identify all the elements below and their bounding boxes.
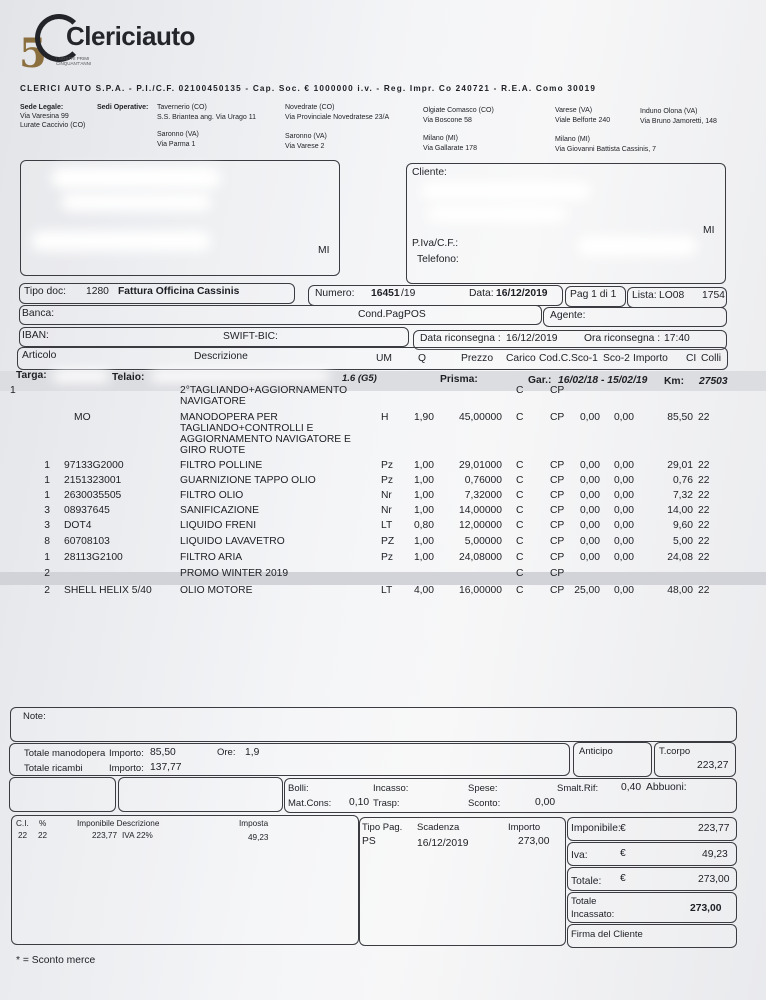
redacted-telaio <box>150 370 330 382</box>
telaio-label: Telaio: <box>112 372 145 383</box>
smalt-value: 0,40 <box>621 782 642 793</box>
firma-label: Firma del Cliente <box>571 929 643 940</box>
summary-totale-value: 273,00 <box>698 874 730 885</box>
ora-riconsegna-value: 17:40 <box>664 333 690 344</box>
cell-desc: NAVIGATORE <box>180 396 246 407</box>
cell-carico: C <box>516 585 524 596</box>
ora-riconsegna-label: Ora riconsegna : <box>584 333 661 344</box>
incasso-label: Incasso: <box>373 783 409 794</box>
cell-importo: 14,00 <box>667 505 693 516</box>
empty-box-left <box>9 777 116 812</box>
logo-tagline: I NOSTRI PRIMI CINQUANT'ANNI <box>56 56 92 66</box>
iban-label: IBAN: <box>22 330 49 341</box>
cell-desc: FILTRO OLIO <box>180 490 244 501</box>
cell-qty: 1 <box>10 385 16 396</box>
summary-iva-value: 49,23 <box>702 849 728 860</box>
summary-imponibile-label: Imponibile: <box>571 823 621 834</box>
cell-prezzo: 7,32000 <box>464 490 502 501</box>
logo-anniversary-number: 5 <box>19 30 47 77</box>
cell-sco1: 0,00 <box>579 460 600 471</box>
cell-carico: C <box>516 490 524 501</box>
location-city: Milano (MI) <box>423 135 459 142</box>
sconto-value: 0,00 <box>535 797 556 808</box>
cell-sco1: 0,00 <box>579 490 600 501</box>
cell-ci: 22 <box>698 536 710 547</box>
cliente-label: Cliente: <box>412 167 447 178</box>
cell-code: DOT4 <box>64 520 92 531</box>
cell-sco2: 0,00 <box>613 460 634 471</box>
location-city: Milano (MI) <box>555 136 591 143</box>
cell-ci: 22 <box>698 460 710 471</box>
redacted-address <box>61 193 211 211</box>
cell-sco2: 0,00 <box>613 552 634 563</box>
tcorpo-value: 223,27 <box>697 760 729 771</box>
agente-box <box>543 307 727 327</box>
tcorpo-label: T.corpo <box>659 746 691 757</box>
tipo-pag-label: Tipo Pag. <box>362 822 403 833</box>
table-row <box>0 520 766 534</box>
numero-suffix: /19 <box>401 288 416 299</box>
cell-importo: 29,01 <box>667 460 693 471</box>
iva-imposta-label: Imposta <box>239 819 269 828</box>
empty-box-mid <box>118 777 283 812</box>
cell-ci: 22 <box>698 552 710 563</box>
tot-mano-label: Totale manodopera <box>24 748 106 759</box>
cell-carico: C <box>516 412 524 423</box>
cell-code: MO <box>74 412 91 423</box>
euro-sign: € <box>620 873 626 884</box>
table-row <box>0 396 766 410</box>
cell-desc: OLIO MOTORE <box>180 585 253 596</box>
location-address: Via Gallarate 178 <box>423 145 477 152</box>
col-prezzo: Prezzo <box>461 353 494 364</box>
numero-value: 16451 <box>371 288 400 299</box>
euro-sign: € <box>620 848 626 859</box>
cell-um: H <box>381 412 389 423</box>
location-address: Via Boscone 58 <box>423 117 472 124</box>
cell-sco1: 0,00 <box>579 536 600 547</box>
table-row <box>0 475 766 489</box>
location-address: Via Varese 2 <box>285 143 325 150</box>
cell-carico: C <box>516 568 524 579</box>
legal-seat-city: Lurate Caccivio (CO) <box>20 122 86 129</box>
cell-ci: 22 <box>698 475 710 486</box>
payment-scadenza-value: 16/12/2019 <box>417 838 469 849</box>
cell-code: 2151323001 <box>64 475 122 486</box>
cell-code: 2630035505 <box>64 490 122 501</box>
scadenza-label: Scadenza <box>417 822 460 833</box>
incassato-value: 273,00 <box>690 903 722 914</box>
cell-codc: CP <box>550 505 565 516</box>
cell-prezzo: 12,00000 <box>459 520 502 531</box>
cond-pag-label: Cond.Pag: <box>358 309 407 320</box>
cell-desc: LIQUIDO LAVAVETRO <box>180 536 285 547</box>
cell-q: 1,00 <box>413 490 434 501</box>
firma-box <box>567 924 737 948</box>
cell-code: SHELL HELIX 5/40 <box>64 585 152 596</box>
payment-importo-value: 273,00 <box>518 836 550 847</box>
redacted-targa <box>52 370 110 382</box>
iva-box <box>11 815 359 945</box>
incassato-label-2: Incassato: <box>571 909 615 920</box>
piva-label: P.Iva/C.F.: <box>412 238 459 249</box>
cell-codc: CP <box>550 475 565 486</box>
redacted-piva <box>577 236 697 256</box>
redacted-name <box>51 167 221 189</box>
lista-label: Lista: <box>632 290 657 301</box>
cell-code: 28113G2100 <box>64 552 123 563</box>
cell-code: 97133G2000 <box>64 460 124 471</box>
cell-sco2: 0,00 <box>613 475 634 486</box>
iva-imposta-value: 49,23 <box>248 833 269 842</box>
totals-box <box>9 743 570 776</box>
imponibile-box <box>567 817 737 841</box>
company-legal-line: CLERICI AUTO S.P.A. - P.I./C.F. 02100450135 - Cap. Soc. € 1000000 i.v. - Reg. Impr. Co 240721 - R.E.A. Como 30019 <box>20 84 597 93</box>
summary-imponibile-value: 223,77 <box>698 823 730 834</box>
table-row <box>0 536 766 550</box>
cell-um: Pz <box>381 460 394 471</box>
cell-desc: GIRO RUOTE <box>180 445 246 456</box>
cell-desc: GUARNIZIONE TAPPO OLIO <box>180 475 316 486</box>
pag-value: Pag 1 di 1 <box>570 289 617 300</box>
operative-seats-label: Sedi Operative: <box>97 104 149 111</box>
cell-codc: CP <box>550 460 565 471</box>
spese-label: Spese: <box>468 783 498 794</box>
sconto-label: Sconto: <box>468 798 501 809</box>
data-label: Data: <box>469 288 494 299</box>
banca-box <box>19 305 542 325</box>
cell-importo: 0,76 <box>672 475 693 486</box>
table-row <box>0 445 766 459</box>
tcorpo-box <box>654 742 736 777</box>
lista-number: 1754 <box>702 290 725 301</box>
swift-label: SWIFT-BIC: <box>223 331 278 342</box>
cell-um: PZ <box>381 536 395 547</box>
legal-seat-address: Via Varesina 99 <box>20 113 69 120</box>
cell-um: LT <box>381 585 393 596</box>
cell-prezzo: 45,00000 <box>459 412 502 423</box>
iva-ci-value: 22 <box>18 831 28 840</box>
cell-qty: 3 <box>44 520 50 531</box>
tot-ricambi-label: Totale ricambi <box>24 763 83 774</box>
tot-ricambi-value: 137,77 <box>150 762 182 773</box>
location-address: Via Provinciale Novedratese 23/A <box>285 114 390 121</box>
col-carico: Carico <box>506 353 536 364</box>
matcons-label: Mat.Cons: <box>288 798 332 809</box>
cell-carico: C <box>516 460 524 471</box>
cell-q: 1,00 <box>413 552 434 563</box>
cell-sco1: 0,00 <box>579 475 600 486</box>
incassato-box <box>567 892 737 923</box>
cell-code: 60708103 <box>64 536 110 547</box>
cell-ci: 22 <box>698 412 710 423</box>
redacted-client-address <box>427 206 567 222</box>
km-label: Km: <box>664 376 685 387</box>
cell-sco1: 0,00 <box>579 520 600 531</box>
cell-q: 0,80 <box>413 520 434 531</box>
tot-ricambi-importo-label: Importo: <box>109 763 144 774</box>
cell-sco1: 0,00 <box>579 552 600 563</box>
smalt-label: Smalt.Rif: <box>557 783 599 794</box>
cell-importo: 7,32 <box>672 490 693 501</box>
table-row <box>0 460 766 474</box>
numero-box <box>308 285 563 306</box>
redacted-city <box>31 231 211 251</box>
cell-q: 1,00 <box>413 505 434 516</box>
cell-ci: 22 <box>698 520 710 531</box>
cell-importo: 5,00 <box>672 536 693 547</box>
cell-q: 1,00 <box>413 475 434 486</box>
col-sco1: Sco-1 <box>571 353 598 364</box>
cell-carico: C <box>516 520 524 531</box>
cell-ci: 22 <box>698 505 710 516</box>
cell-sco2: 0,00 <box>613 505 634 516</box>
cell-qty: 1 <box>44 490 50 501</box>
cell-sco2: 0,00 <box>613 520 634 531</box>
cell-desc: LIQUIDO FRENI <box>180 520 257 531</box>
tot-mano-importo-label: Importo: <box>109 748 144 759</box>
agente-label: Agente: <box>550 310 586 321</box>
cell-carico: C <box>516 505 524 516</box>
cond-pag-value: POS <box>404 309 426 320</box>
iva-imponibile-value: 223,77 <box>92 831 118 840</box>
cell-desc: FILTRO ARIA <box>180 552 243 563</box>
table-row <box>0 505 766 519</box>
location-city: Novedrate (CO) <box>285 104 335 111</box>
cell-desc: MANODOPERA PER <box>180 412 278 423</box>
sconto-merce-note: * = Sconto merce <box>16 955 96 966</box>
col-importo: Importo <box>633 353 668 364</box>
cell-prezzo: 24,08000 <box>459 552 502 563</box>
cell-prezzo: 0,76000 <box>464 475 502 486</box>
redacted-client-name <box>421 182 591 200</box>
gar-label: Gar.: <box>528 375 552 386</box>
lista-box <box>627 287 727 308</box>
cell-desc: 2°TAGLIANDO+AGGIORNAMENTO <box>180 385 348 396</box>
prisma-label: Prisma: <box>440 374 478 385</box>
totale-box <box>567 867 737 891</box>
iva-summary-box <box>567 842 737 866</box>
col-articolo: Articolo <box>22 350 57 361</box>
gar-range: 16/02/18 - 15/02/19 <box>558 375 648 386</box>
note-label: Note: <box>23 711 46 722</box>
cell-um: Pz <box>381 475 394 486</box>
cell-codc: CP <box>550 536 565 547</box>
cell-um: Nr <box>381 505 392 516</box>
cell-codc: CP <box>550 585 565 596</box>
cell-codc: CP <box>550 520 565 531</box>
cell-codc: CP <box>550 490 565 501</box>
col-um: UM <box>376 353 393 364</box>
location-address: Viale Belforte 240 <box>555 117 611 124</box>
cell-importo: 24,08 <box>667 552 693 563</box>
summary-totale-label: Totale: <box>571 876 602 887</box>
payment-importo-label: Importo <box>508 822 541 833</box>
data-value: 16/12/2019 <box>496 288 548 299</box>
cell-q: 1,00 <box>413 460 434 471</box>
location-city: Olgiate Comasco (CO) <box>423 107 494 114</box>
cell-desc: TAGLIANDO+CONTROLLI E <box>180 423 314 434</box>
tipo-doc-code: 1280 <box>86 286 109 297</box>
location-address: S.S. Briantea ang. Via Urago 11 <box>157 114 256 121</box>
cell-codc: CP <box>550 552 565 563</box>
col-q: Q <box>418 353 427 364</box>
cell-q: 4,00 <box>413 585 434 596</box>
euro-sign: € <box>620 823 626 834</box>
numero-label: Numero: <box>315 288 355 299</box>
cell-um: LT <box>381 520 393 531</box>
banca-label: Banca: <box>22 308 55 319</box>
data-riconsegna-value: 16/12/2019 <box>506 333 558 344</box>
cell-qty: 8 <box>44 536 50 547</box>
cell-sco1: 0,00 <box>579 505 600 516</box>
table-row <box>0 585 766 599</box>
cell-sco2: 0,00 <box>613 412 634 423</box>
cell-sco2: 0,00 <box>613 490 634 501</box>
cell-prezzo: 16,00000 <box>459 585 502 596</box>
payment-tipo-value: PS <box>362 836 376 847</box>
col-descrizione: Descrizione <box>194 351 248 362</box>
abbuoni-label: Abbuoni: <box>646 782 687 793</box>
cell-prezzo: 14,00000 <box>459 505 502 516</box>
ore-label: Ore: <box>217 747 236 758</box>
tipo-doc-box <box>19 283 295 304</box>
column-header <box>17 347 728 370</box>
summary-iva-label: Iva: <box>571 850 588 861</box>
iva-ci-label: C.I. <box>16 819 29 828</box>
cell-carico: C <box>516 536 524 547</box>
cliente-province: MI <box>703 225 715 236</box>
iban-box <box>19 327 409 347</box>
location-address: Via Parma 1 <box>157 141 196 148</box>
cell-carico: C <box>516 385 524 396</box>
table-row <box>0 552 766 566</box>
col-codc: Cod.C. <box>539 353 572 364</box>
cell-carico: C <box>516 552 524 563</box>
location-city: Saronno (VA) <box>157 131 199 138</box>
cell-ci: 22 <box>698 585 710 596</box>
cell-um: Pz <box>381 552 394 563</box>
cell-sco2: 0,00 <box>613 585 634 596</box>
cell-importo: 85,50 <box>667 412 693 423</box>
ore-value: 1,9 <box>245 747 260 758</box>
cell-q: 1,90 <box>413 412 434 423</box>
cell-ci: 22 <box>698 490 710 501</box>
cell-importo: 48,00 <box>667 585 693 596</box>
cell-qty: 2 <box>44 585 50 596</box>
iva-imponibile-desc-label: Imponibile Descrizione <box>77 819 160 828</box>
cell-codc: CP <box>550 568 565 579</box>
cell-prezzo: 5,00000 <box>464 536 502 547</box>
cell-sco2: 0,00 <box>613 536 634 547</box>
note-box <box>10 707 737 742</box>
bolli-label: Bolli: <box>288 783 309 794</box>
cell-prezzo: 29,01000 <box>459 460 502 471</box>
cell-carico: C <box>516 475 524 486</box>
iva-perc-label: % <box>39 819 47 828</box>
cell-qty: 3 <box>44 505 50 516</box>
location-city: Saronno (VA) <box>285 133 327 140</box>
cell-sco1: 25,00 <box>574 585 600 596</box>
cell-um: Nr <box>381 490 392 501</box>
cell-q: 1,00 <box>413 536 434 547</box>
legal-seat-label: Sede Legale: <box>20 104 64 111</box>
trasp-label: Trasp: <box>373 798 400 809</box>
cell-codc: CP <box>550 412 565 423</box>
tipo-doc-label: Tipo doc: <box>24 286 66 297</box>
payment-box <box>359 817 566 946</box>
location-city: Tavernerio (CO) <box>157 104 207 111</box>
table-row <box>0 568 766 582</box>
col-ci: CI <box>686 353 697 364</box>
anticipo-label: Anticipo <box>579 746 613 757</box>
table-row <box>0 490 766 504</box>
cell-qty: 1 <box>44 552 50 563</box>
matcons-value: 0,10 <box>349 797 370 808</box>
cell-code: 08937645 <box>64 505 110 516</box>
cell-qty: 1 <box>44 475 50 486</box>
lista-value: LO08 <box>659 290 685 301</box>
cell-desc: FILTRO POLLINE <box>180 460 263 471</box>
spese-box <box>284 778 737 813</box>
km-value: 27503 <box>699 376 728 387</box>
location-city: Induno Olona (VA) <box>640 108 698 115</box>
tipo-doc-name: Fattura Officina Cassinis <box>118 286 240 297</box>
targa-label: Targa: <box>16 370 47 381</box>
cell-importo: 9,60 <box>672 520 693 531</box>
cell-desc: SANIFICAZIONE <box>180 505 259 516</box>
cell-qty: 1 <box>44 460 50 471</box>
cell-sco1: 0,00 <box>579 412 600 423</box>
cell-desc: PROMO WINTER 2019 <box>180 568 289 579</box>
col-colli: Colli <box>701 353 722 364</box>
data-riconsegna-label: Data riconsegna : <box>420 333 501 344</box>
pag-box <box>565 286 626 307</box>
addressee-box <box>20 160 340 276</box>
cell-qty: 2 <box>44 568 50 579</box>
cliente-box <box>406 163 726 284</box>
tot-mano-value: 85,50 <box>150 747 176 758</box>
iva-perc-value: 22 <box>38 831 48 840</box>
vehicle-model: 1.6 (G5) <box>342 373 377 384</box>
cell-codc: CP <box>550 385 565 396</box>
location-city: Varese (VA) <box>555 107 593 114</box>
location-address: Via Giovanni Battista Cassinis, 7 <box>555 146 657 153</box>
location-address: Via Bruno Jamoretti, 148 <box>640 118 717 125</box>
telefono-label: Telefono: <box>417 254 459 265</box>
col-sco2: Sco-2 <box>603 353 630 364</box>
addressee-province: MI <box>318 245 330 256</box>
iva-desc-value: IVA 22% <box>122 831 153 840</box>
incassato-label-1: Totale <box>571 896 597 907</box>
cell-desc: AGGIORNAMENTO NAVIGATORE E <box>180 434 351 445</box>
brand-name: Clericiauto <box>66 21 195 51</box>
anticipo-box <box>573 742 652 777</box>
